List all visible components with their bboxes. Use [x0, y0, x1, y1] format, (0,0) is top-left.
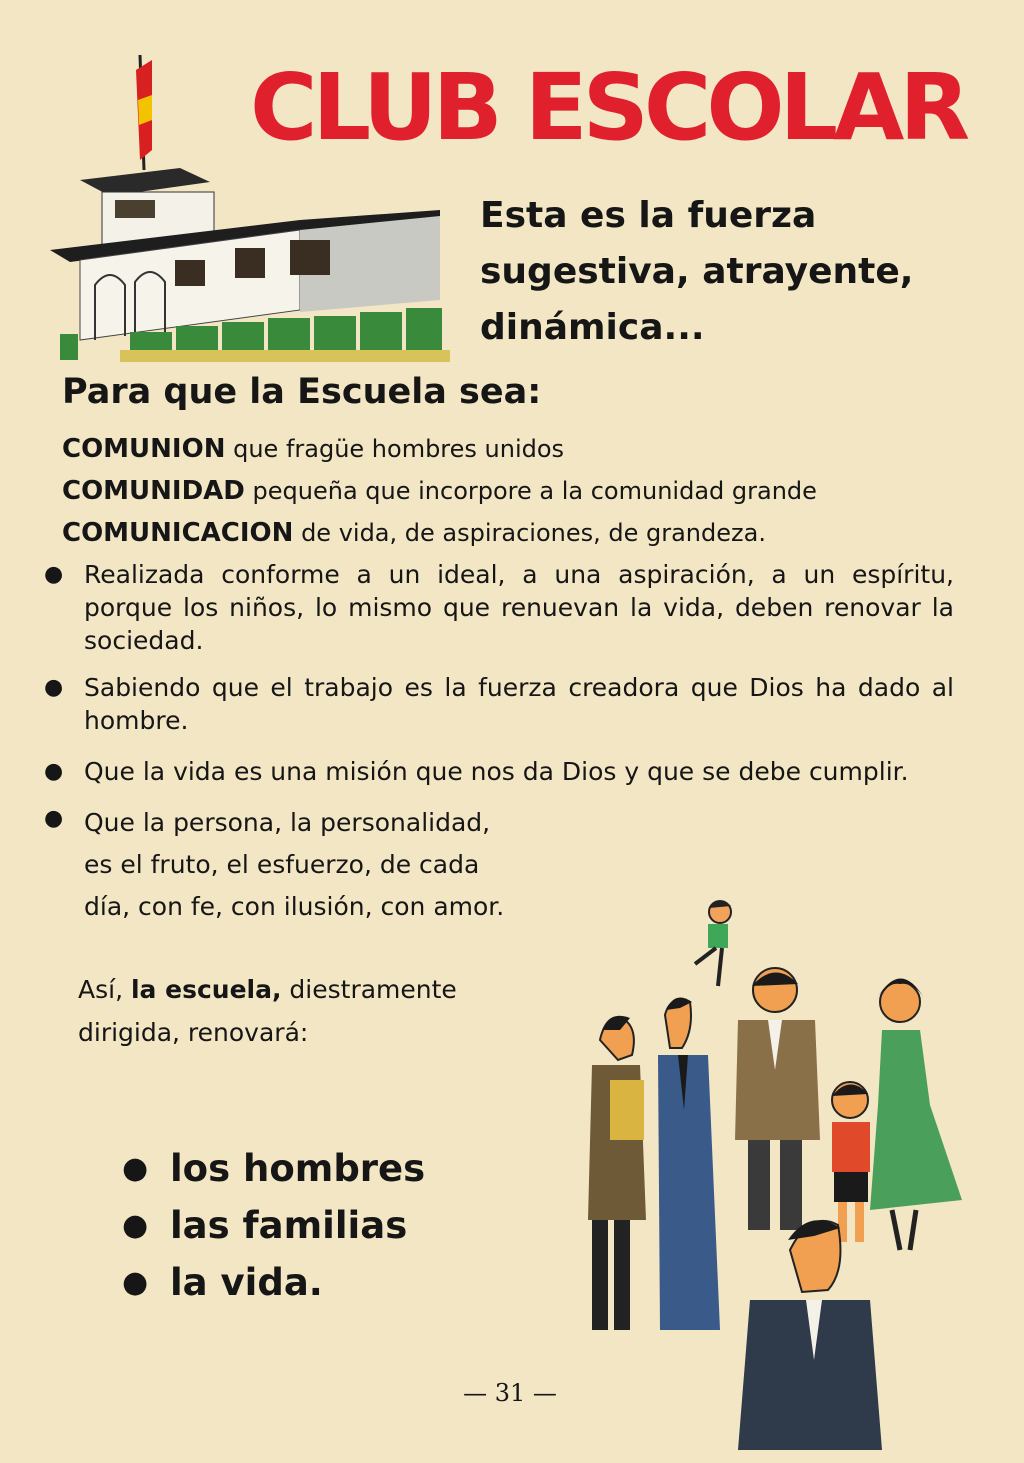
bullet-item: [44, 755, 954, 788]
bullet-icon: ●: [44, 806, 64, 831]
people-illustration: [570, 890, 990, 1450]
bullet-icon: ●: [44, 759, 64, 784]
definition-term: COMUNICACION: [62, 518, 294, 548]
definition-row: [62, 428, 982, 470]
results-list: [122, 1140, 425, 1311]
bullet-icon: ●: [122, 1208, 149, 1243]
section-heading: Para que la Escuela sea:: [62, 372, 542, 412]
result-item: [122, 1140, 425, 1197]
man-tweed-jacket-figure: [735, 968, 820, 1230]
result-item: [122, 1254, 425, 1311]
page-title: CLUB ESCOLAR: [250, 54, 966, 161]
running-child-figure: [695, 901, 731, 986]
bullet-icon: ●: [44, 675, 64, 700]
bullet-text: Que la persona, la personalidad, es el fruto, el esfuerzo, de cada día, con fe, con ilusión, con amor.: [84, 808, 505, 921]
definition-term: COMUNION: [62, 434, 226, 464]
page-number: — 31 —: [463, 1379, 557, 1407]
bullet-icon: ●: [44, 562, 64, 587]
result-text: las familias: [170, 1204, 408, 1247]
result-text: los hombres: [170, 1147, 426, 1190]
definition-term: COMUNIDAD: [62, 476, 245, 506]
intro-line: dinámica...: [480, 307, 705, 348]
intro-line: Esta es la fuerza: [480, 195, 817, 236]
bullet-icon: ●: [122, 1151, 149, 1186]
school-building-illustration: [40, 50, 460, 370]
definition-text: de vida, de aspiraciones, de grandeza.: [293, 519, 766, 547]
closing-text: diestramente dirigida, renovará:: [78, 975, 457, 1047]
bullet-text: Realizada conforme a un ideal, a una aspiración, a un espíritu, porque los niños, lo mismo que renuevan la vida, deben renovar la sociedad.: [84, 560, 954, 655]
definition-text: pequeña que incorpore a la comunidad grande: [244, 477, 817, 505]
definition-text: que fragüe hombres unidos: [225, 435, 565, 463]
result-text: la vida.: [170, 1261, 323, 1304]
bullet-list: [44, 558, 954, 928]
definition-row: [62, 470, 982, 512]
closing-paragraph: [78, 968, 538, 1054]
intro-text: [480, 188, 1000, 356]
intro-line: sugestiva, atrayente,: [480, 251, 914, 292]
closing-emphasis: la escuela,: [130, 975, 282, 1004]
man-with-folder-figure: [588, 1016, 646, 1330]
bullet-text: Sabiendo que el trabajo es la fuerza creadora que Dios ha dado al hombre.: [84, 673, 954, 735]
definition-list: [62, 428, 982, 554]
bullet-icon: ●: [122, 1265, 149, 1300]
man-blue-suit-figure: [658, 998, 720, 1331]
bullet-item: [44, 558, 954, 657]
bullet-item: [44, 671, 954, 737]
woman-green-dress-figure: [870, 978, 962, 1250]
child-red-shirt-figure: [832, 1082, 870, 1242]
man-foreground-figure: [738, 1220, 882, 1450]
bullet-text: Que la vida es una misión que nos da Dios y que se debe cumplir.: [84, 757, 909, 786]
closing-text: Así,: [78, 975, 131, 1004]
definition-row: [62, 512, 982, 554]
result-item: [122, 1197, 425, 1254]
